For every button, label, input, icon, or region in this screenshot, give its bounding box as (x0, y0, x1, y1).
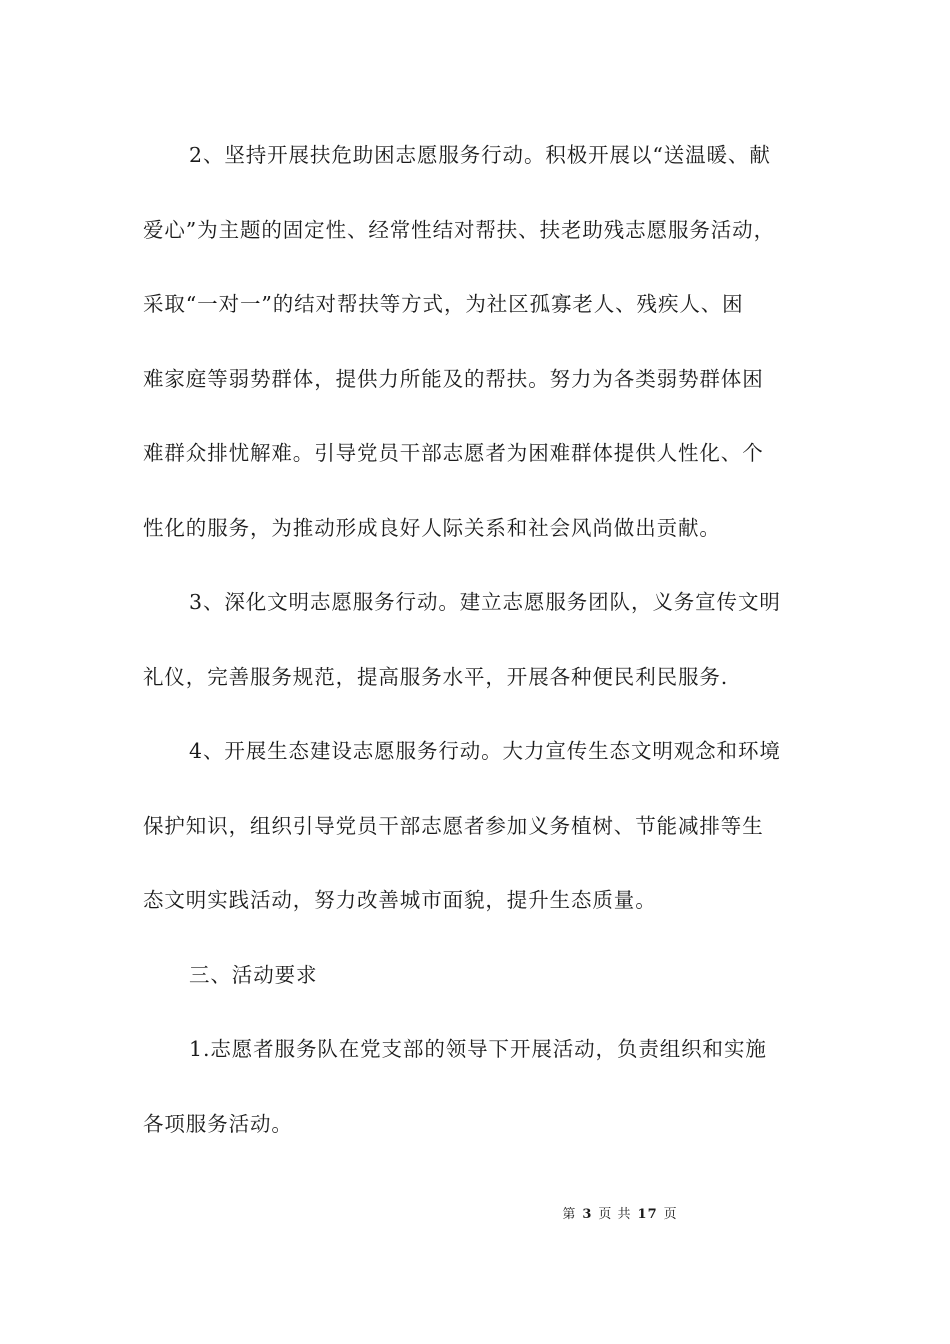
paragraph-line: 1.志愿者服务队在党支部的领导下开展活动，负责组织和实施 (189, 1037, 767, 1061)
paragraph-line: 各项服务活动。 (143, 1111, 293, 1136)
paragraph-line: 保护知识，组织引导党员干部志愿者参加义务植树、节能减排等生 (143, 813, 764, 838)
paragraph-line: 爱心”为主题的固定性、经常性结对帮扶、扶老助残志愿服务活动， (143, 217, 775, 242)
paragraph-line: 4、开展生态建设志愿服务行动。大力宣传生态文明观念和环境 (189, 739, 781, 763)
paragraph-line: 采取“一对一”的结对帮扶等方式，为社区孤寡老人、残疾人、困 (143, 292, 744, 316)
paragraph-line: 3、深化文明志愿服务行动。建立志愿服务团队，义务宣传文明 (189, 590, 781, 614)
paragraph-line: 难群众排忧解难。引导党员干部志愿者为困难群体提供人性化、个 (143, 441, 764, 465)
total-pages-number: 17 (637, 1207, 658, 1222)
current-page-number: 3 (582, 1207, 593, 1222)
page-label-suffix: 页 (663, 1207, 678, 1222)
page-number-label (562, 1205, 677, 1225)
paragraph-line: 态文明实践活动，努力改善城市面貌，提升生态质量。 (143, 888, 657, 912)
page-label-prefix: 第 (562, 1207, 577, 1222)
document-body (143, 128, 811, 1171)
page-label-middle: 页 共 (598, 1207, 632, 1222)
paragraph-line: 2、坚持开展扶危助困志愿服务行动。积极开展以“送温暖、献 (189, 143, 771, 167)
paragraph-line: 礼仪，完善服务规范，提高服务水平，开展各种便民利民服务. (143, 664, 729, 689)
paragraph-line: 难家庭等弱势群体，提供力所能及的帮扶。努力为各类弱势群体困 (143, 366, 764, 391)
paragraph-line: 性化的服务，为推动形成良好人际关系和社会风尚做出贡献。 (143, 515, 721, 540)
page-footer (0, 1205, 950, 1225)
section-heading: 三、活动要求 (189, 962, 318, 987)
